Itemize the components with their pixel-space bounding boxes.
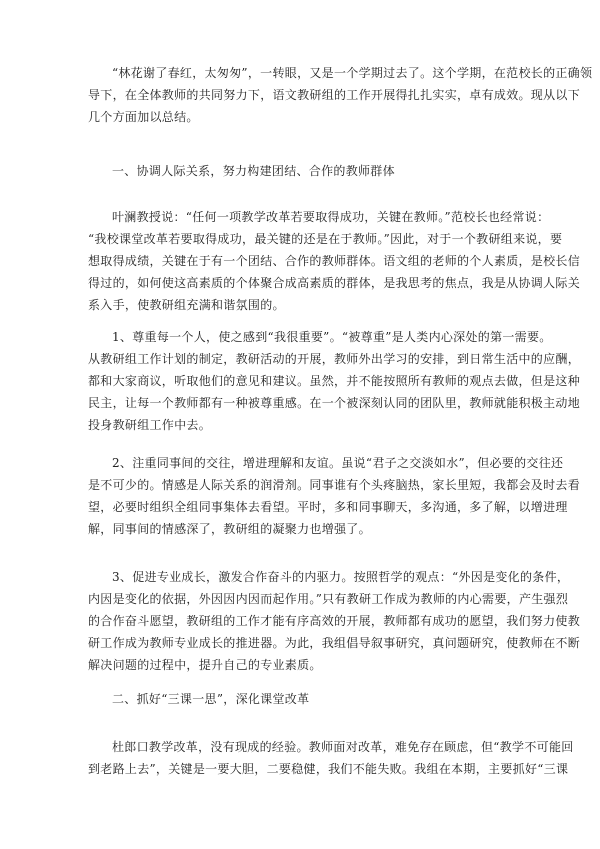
paragraph-line: 系入手，使教研组充满和谐氛围的。 (88, 298, 285, 312)
point-2-paragraph (88, 452, 581, 540)
paragraph-line: 望，必要时组织全组同事集体去看望。平时，多和同事聊天，多沟通，多了解，以增进理 (88, 500, 568, 514)
paragraph-line: 1、尊重每一个人，使之感到“我很重要”。“被尊重”是人类内心深处的第一需要。 (112, 330, 552, 344)
section-heading-1: 一、协调人际关系，努力构建团结、合作的教师群体 (112, 164, 395, 178)
intro-line: 几个方面加以总结。 (88, 110, 199, 124)
paragraph-line: 研工作成为教师专业成长的推进器。为此，我组倡导叙事研究，真问题研究，使教师在不断 (88, 636, 581, 650)
paragraph-line: 解，同事间的情感深了，教研组的凝聚力也增强了。 (88, 522, 371, 536)
section2-paragraph (88, 736, 574, 780)
paragraph-line: 杜郎口教学改革，没有现成的经验。教师面对改革，难免存在顾虑，但“教学不可能回 (112, 740, 574, 754)
paragraph-line: 的合作奋斗愿望，教研组的工作才能有序高效的开展，教师都有成功的愿望，我们努力使教 (88, 614, 581, 628)
paragraph-line: 投身教研组工作中去。 (88, 418, 212, 432)
section-heading-2: 二、抓好“三课一思”，深化课堂改革 (112, 692, 310, 706)
paragraph-line: 内因是变化的依据，外因因内因而起作用。”只有教研工作成为教师的内心需要，产生强烈 (88, 592, 569, 606)
paragraph-line: 解决问题的过程中，提升自己的专业素质。 (88, 658, 322, 672)
section1-paragraph (88, 206, 581, 316)
paragraph-line: 从教研组工作计划的制定，教研活动的开展，教师外出学习的安排，到日常生活中的应酬， (88, 352, 581, 366)
paragraph-line: 民主，让每一个教师都有一种被尊重感。在一个被深刻认同的团队里，教师就能积极主动地 (88, 396, 581, 410)
intro-line: “林花谢了春红，太匆匆”，一转眼，又是一个学期过去了。这个学期，在范校长的正确领 (112, 66, 593, 80)
point-1-paragraph (88, 326, 581, 436)
intro-line: 导下，在全体教师的共同努力下，语文教研组的工作开展得扎扎实实，卓有成效。现从以下 (88, 88, 581, 102)
paragraph-line: 得过的，如何使这高素质的个体聚合成高素质的群体，是我思考的焦点，我是从协调人际关 (88, 276, 581, 290)
intro-paragraph (88, 62, 593, 128)
paragraph-line: 3、促进专业成长，激发合作奋斗的内驱力。按照哲学的观点：“外因是变化的条件， (112, 570, 570, 584)
point-3-paragraph (88, 566, 581, 676)
paragraph-line: 是不可少的。情感是人际关系的润滑剂。同事谁有个头疼脑热，家长里短，我都会及时去看 (88, 478, 581, 492)
paragraph-line: 2、注重同事间的交往，增进理解和友谊。虽说“君子之交淡如水”，但必要的交往还 (112, 456, 564, 470)
paragraph-line: “我校课堂改革若要取得成功，最关键的还是在于教师。”因此，对于一个教研组来说，要 (88, 232, 563, 246)
paragraph-line: 都和大家商议，听取他们的意见和建议。虽然，并不能按照所有教师的观点去做，但是这种 (88, 374, 581, 388)
paragraph-line: 想取得成绩，关键在于有一个团结、合作的教师群体。语文组的老师的个人素质，是校长信 (88, 254, 581, 268)
paragraph-line: 到老路上去”，关键是一要大胆，二要稳健，我们不能失败。我组在本期，主要抓好“三课 (88, 762, 569, 776)
paragraph-line: 叶澜教授说：“任何一项教学改革若要取得成功，关键在教师。”范校长也经常说： (112, 210, 550, 224)
